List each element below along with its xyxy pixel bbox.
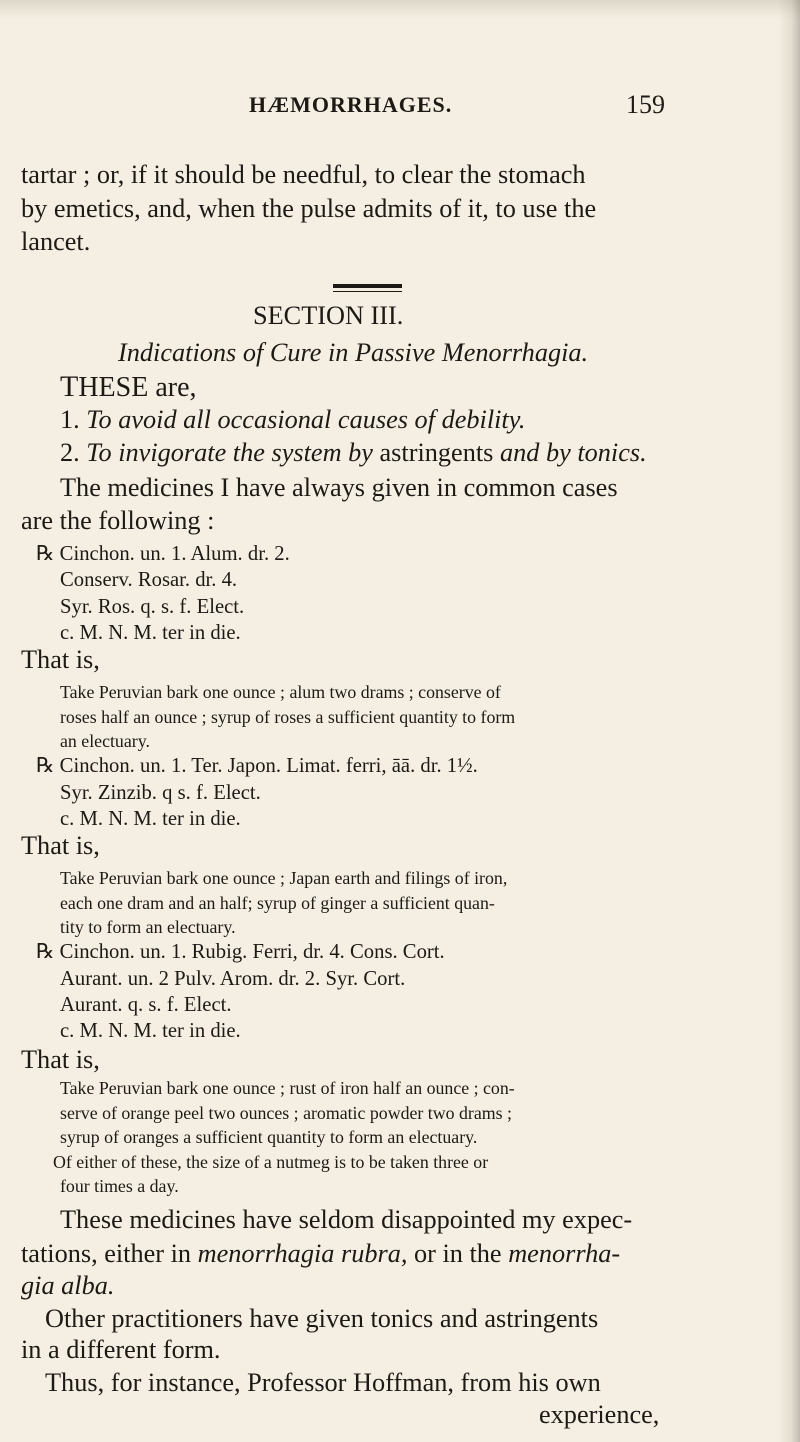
- recipe-1-line: Conserv. Rosar. dr. 4.: [60, 569, 238, 592]
- recipe-2-line: c. M. N. M. ter in die.: [60, 808, 241, 831]
- running-title: HÆMORRHAGES.: [249, 92, 453, 117]
- translation-line: four times a day.: [60, 1176, 179, 1197]
- section-rule: [333, 284, 402, 288]
- translation-line: Take Peruvian bark one ounce ; Japan earth and filings of iron,: [60, 868, 508, 889]
- translation-line: tity to form an electuary.: [60, 916, 236, 937]
- translation-line: an electuary.: [60, 730, 150, 751]
- text-span: or in the: [414, 1239, 502, 1269]
- translation-line: roses half an ounce ; syrup of roses a sufficient quantity to form: [60, 706, 516, 727]
- these-are-line: [60, 372, 197, 402]
- page-binding-edge: [778, 0, 800, 1442]
- text-line: experience,: [539, 1399, 660, 1429]
- item-number: 2.: [60, 437, 80, 467]
- text-line: Other practitioners have given tonics and astringents: [45, 1303, 599, 1333]
- small-cap-initial: T: [60, 370, 79, 404]
- indication-item-1: [60, 407, 526, 433]
- translation-line: Take Peruvian bark one ounce ; alum two drams ; conserve of: [60, 682, 501, 703]
- small-cap-rest: HESE are,: [78, 372, 197, 404]
- item-text-b: astringents: [379, 437, 494, 467]
- text-span: tations, either in: [21, 1239, 192, 1269]
- recipe-3-line: Aurant. q. s. f. Elect.: [60, 994, 232, 1016]
- item-text-c: and by tonics.: [499, 437, 647, 467]
- recipe-3-line: Aurant. un. 2 Pulv. Arom. dr. 2. Syr. Cort.: [60, 967, 406, 990]
- recipe-3-line: c. M. N. M. ter in die.: [60, 1020, 241, 1043]
- translation-line: Of either of these, the size of a nutmeg is to be taken three or: [53, 1151, 489, 1172]
- text-line: [21, 1241, 620, 1267]
- translation-line: Take Peruvian bark one ounce ; rust of iron half an ounce ; con-: [60, 1078, 515, 1099]
- item-number: 1.: [60, 405, 80, 435]
- recipe-1-line: c. M. N. M. ter in die.: [60, 622, 241, 645]
- item-text-a: To invigorate the system by: [86, 437, 373, 467]
- translation-line: each one dram and an half; syrup of ginger a sufficient quan-: [60, 892, 495, 913]
- that-is-label: That is,: [21, 1044, 100, 1074]
- text-line: in a different form.: [21, 1334, 221, 1364]
- indication-item-2: [60, 437, 647, 467]
- italic-term-line: gia alba.: [21, 1271, 115, 1301]
- page-number: 159: [626, 90, 665, 119]
- text-line: are the following :: [21, 506, 215, 536]
- item-text: To avoid all occasional causes of debility.: [86, 405, 526, 435]
- that-is-label: That is,: [21, 645, 100, 675]
- recipe-3-line: ℞ Cinchon. un. 1. Rubig. Ferri, dr. 4. Cons. Cort.: [36, 941, 445, 964]
- section-subtitle: Indications of Cure in Passive Menorrhagia.: [118, 338, 589, 368]
- recipe-1-line: Syr. Ros. q. s. f. Elect.: [60, 595, 245, 618]
- text-line: The medicines I have always given in common cases: [60, 472, 618, 502]
- recipe-2-line: ℞ Cinchon. un. 1. Ter. Japon. Limat. ferri, āā. dr. 1½.: [36, 755, 478, 778]
- text-line: These medicines have seldom disappointed my expec-: [60, 1205, 633, 1235]
- text-line: tartar ; or, if it should be needful, to clear the stomach: [21, 159, 586, 189]
- translation-line: serve of orange peel two ounces ; aromatic powder two drams ;: [60, 1102, 512, 1123]
- italic-term: menorrhagia rubra,: [197, 1239, 408, 1269]
- italic-term: menorrha-: [508, 1239, 621, 1269]
- text-line: by emetics, and, when the pulse admits of it, to use the: [21, 193, 597, 223]
- section-rule-thin: [333, 291, 402, 292]
- page-top-shadow: [0, 0, 800, 18]
- that-is-label: That is,: [21, 831, 100, 861]
- text-line: Thus, for instance, Professor Hoffman, from his own: [45, 1367, 601, 1397]
- section-heading: SECTION III.: [253, 300, 404, 330]
- text-line: lancet.: [21, 226, 91, 256]
- recipe-1-line: ℞ Cinchon. un. 1. Alum. dr. 2.: [36, 543, 290, 566]
- recipe-2-line: Syr. Zinzib. q s. f. Elect.: [60, 781, 261, 804]
- translation-line: syrup of oranges a sufficient quantity to form an electuary.: [60, 1127, 478, 1148]
